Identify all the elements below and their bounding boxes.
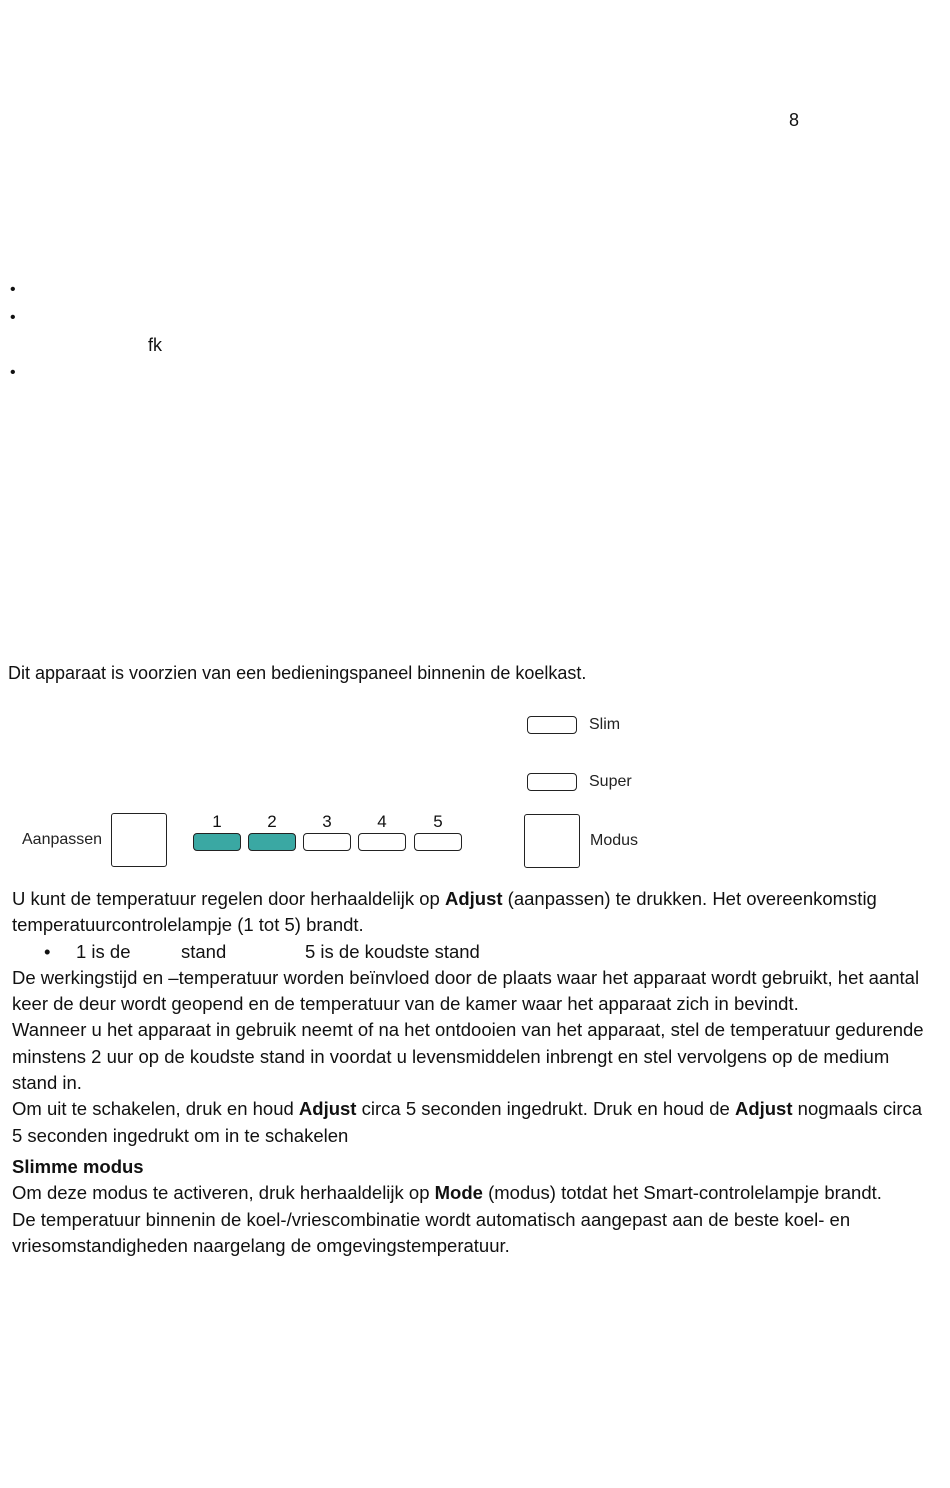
- mode-button: [524, 814, 580, 868]
- level-number: 5: [433, 812, 443, 831]
- level-number: 4: [377, 812, 387, 831]
- adjust-term: Adjust: [444, 888, 503, 909]
- intro-text: Dit apparaat is voorzien van een bedieningspaneel binnenin de koelkast.: [8, 663, 587, 683]
- level-number: 3: [322, 812, 332, 831]
- level-number: 1: [212, 812, 222, 831]
- level-number: 2: [267, 812, 277, 831]
- adjust-term: Adjust: [734, 1098, 793, 1120]
- paragraph: De werkingstijd en –temperatuur worden beïnvloed door de plaats waar het apparaat wordt gebruikt, het aantal keer de deur wordt geopend en de temperatuur van de kamer waar het apparaat zich in bevindt.: [12, 966, 920, 1015]
- bullet-marker: •: [10, 281, 16, 298]
- bullet-part: stand: [181, 940, 227, 962]
- paragraph: De temperatuur binnenin de koel-/vriescombinatie wordt automatisch aangepast aan de beste koel- en vriesomstandigheden naargelang de omgevingstemperatuur.: [12, 1208, 851, 1256]
- paragraph: U kunt de temperatuur regelen door herhaaldelijk op Adjust (aanpassen) te drukken. Het overeenkomstig temperatuurcontrolelampje (1 tot 5) brandt.: [12, 888, 877, 936]
- adjust-label: Aanpassen: [22, 831, 103, 848]
- bullet-item: [12, 939, 927, 965]
- bullet-marker: •: [44, 940, 51, 962]
- body-text: [12, 886, 927, 1259]
- level-indicator: [193, 833, 241, 851]
- adjust-term: Adjust: [298, 1098, 357, 1120]
- bullet-marker: •: [10, 364, 16, 381]
- level-indicator: [303, 833, 351, 851]
- mode-term: Mode: [434, 1182, 483, 1204]
- section-heading: Slimme modus: [12, 1155, 144, 1177]
- bullet-part: 5 is de koudste stand: [305, 940, 480, 962]
- slim-indicator: [527, 716, 577, 734]
- super-indicator: [527, 773, 577, 791]
- super-label: Super: [589, 773, 632, 790]
- level-indicator: [358, 833, 406, 851]
- control-panel-diagram: [0, 700, 950, 875]
- level-indicator: [248, 833, 296, 851]
- paragraph: Om uit te schakelen, druk en houd Adjust circa 5 seconden ingedrukt. Druk en houd de Adjust nogmaals circa 5 seconden ingedrukt om in te schakelen: [12, 1098, 923, 1146]
- paragraph: Wanneer u het apparaat in gebruik neemt of na het ontdooien van het apparaat, stel de temperatuur gedurende minstens 2 uur op de koudste stand in voordat u levensmiddelen inbrengt en stel vervolgens op de medium stand in.: [12, 1019, 924, 1094]
- page-number: 8: [789, 110, 800, 130]
- level-indicator: [414, 833, 462, 851]
- bullet-part: 1 is de: [76, 940, 131, 962]
- adjust-button: [111, 813, 167, 867]
- paragraph: Om deze modus te activeren, druk herhaaldelijk op Mode (modus) totdat het Smart-controlelampje brandt.: [12, 1182, 882, 1204]
- mode-label: Modus: [590, 832, 639, 849]
- bullet-marker: •: [10, 309, 16, 326]
- slim-label: Slim: [589, 716, 621, 733]
- text-fragment: fk: [148, 335, 163, 355]
